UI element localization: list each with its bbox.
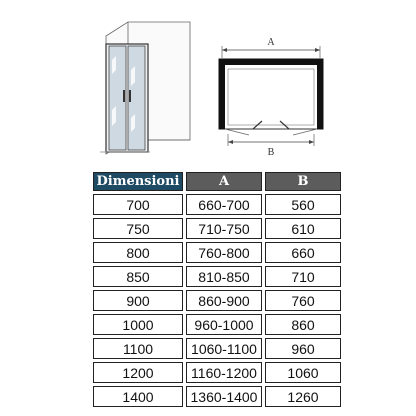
table-cell: 1160-1200: [186, 362, 262, 383]
table-cell: 1060: [265, 362, 341, 383]
table-row: [93, 386, 341, 407]
table-row: [93, 362, 341, 383]
table-cell: 1260: [265, 386, 341, 407]
table-cell: 760: [265, 290, 341, 311]
dimension-b-label: B: [267, 147, 275, 158]
table-cell: 710: [265, 266, 341, 287]
table-cell: 760-800: [186, 242, 262, 263]
table-cell: 850: [93, 266, 183, 287]
table-cell: 610: [265, 218, 341, 239]
table-row: [93, 314, 341, 335]
enclosure-3d-drawing: [100, 22, 190, 154]
table-cell: 960: [265, 338, 341, 359]
table-cell: 1060-1100: [186, 338, 262, 359]
header-b: B: [265, 172, 341, 191]
table-cell: 700: [93, 194, 183, 215]
table-cell: 900: [93, 290, 183, 311]
table-row: [93, 194, 341, 215]
table-cell: 800: [93, 242, 183, 263]
table-body: [93, 194, 341, 407]
table-cell: 1000: [93, 314, 183, 335]
table-cell: 1100: [93, 338, 183, 359]
table-cell: 1400: [93, 386, 183, 407]
table-cell: 710-750: [186, 218, 262, 239]
dimensions-table: [90, 169, 344, 410]
shower-door-illustration: [0, 0, 416, 165]
table-cell: 860-900: [186, 290, 262, 311]
table-header-row: [93, 172, 341, 191]
table-cell: 1200: [93, 362, 183, 383]
table-row: [93, 218, 341, 239]
table-cell: 750: [93, 218, 183, 239]
table-cell: 1360-1400: [186, 386, 262, 407]
table-cell: 960-1000: [186, 314, 262, 335]
table-row: [93, 266, 341, 287]
table-row: [93, 338, 341, 359]
top-view-dimension-diagram: [219, 37, 323, 158]
table-cell: 860: [265, 314, 341, 335]
table-cell: 810-850: [186, 266, 262, 287]
table-cell: 660-700: [186, 194, 262, 215]
table-cell: 660: [265, 242, 341, 263]
header-a: A: [186, 172, 262, 191]
dimension-a-label: A: [267, 37, 275, 48]
table-row: [93, 290, 341, 311]
table-row: [93, 242, 341, 263]
header-dimensioni: Dimensioni: [93, 172, 183, 191]
table-cell: 560: [265, 194, 341, 215]
